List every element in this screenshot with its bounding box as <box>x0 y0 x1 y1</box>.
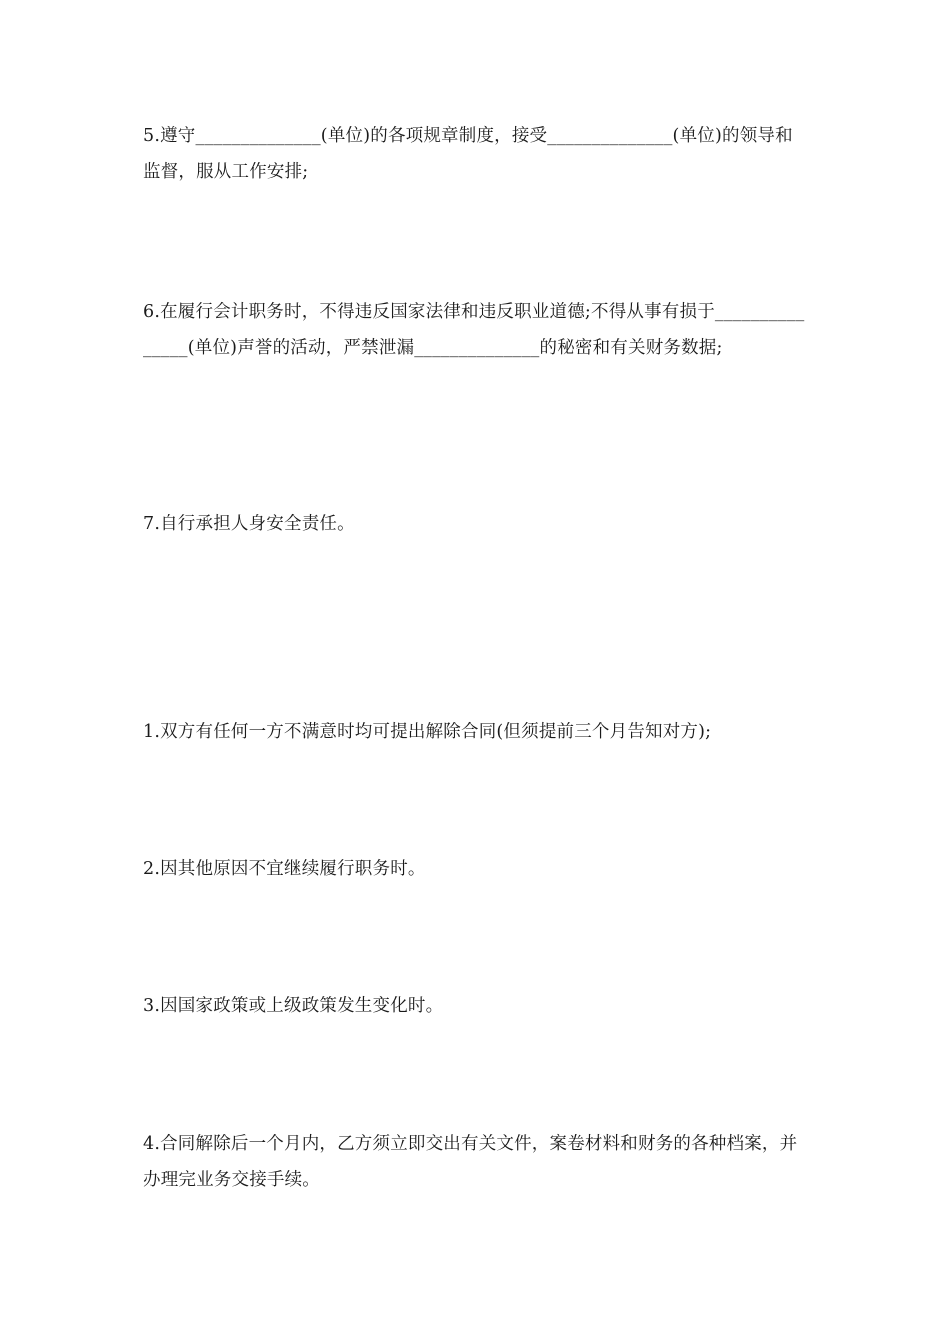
termination-clause-4: 4.合同解除后一个月内，乙方须立即交出有关文件，案卷材料和财务的各种档案，并办理完业务交接手续。 <box>143 1134 798 1190</box>
obligation-clause-6: 6.在履行会计职务时，不得违反国家法律和违反职业道德;不得从事有损于_______________(单位)声誉的活动，严禁泄漏______________的秘密和有关财务数据; <box>143 302 805 358</box>
obligation-clause-7: 7.自行承担人身安全责任。 <box>143 514 355 534</box>
termination-clause-3: 3.因国家政策或上级政策发生变化时。 <box>143 996 444 1016</box>
obligation-clause-5: 5.遵守______________(单位)的各项规章制度，接受______________(单位)的领导和监督，服从工作安排; <box>143 126 793 182</box>
termination-clause-2: 2.因其他原因不宜继续履行职务时。 <box>143 859 426 879</box>
termination-clause-1: 1.双方有任何一方不满意时均可提出解除合同(但须提前三个月告知对方); <box>143 722 712 742</box>
